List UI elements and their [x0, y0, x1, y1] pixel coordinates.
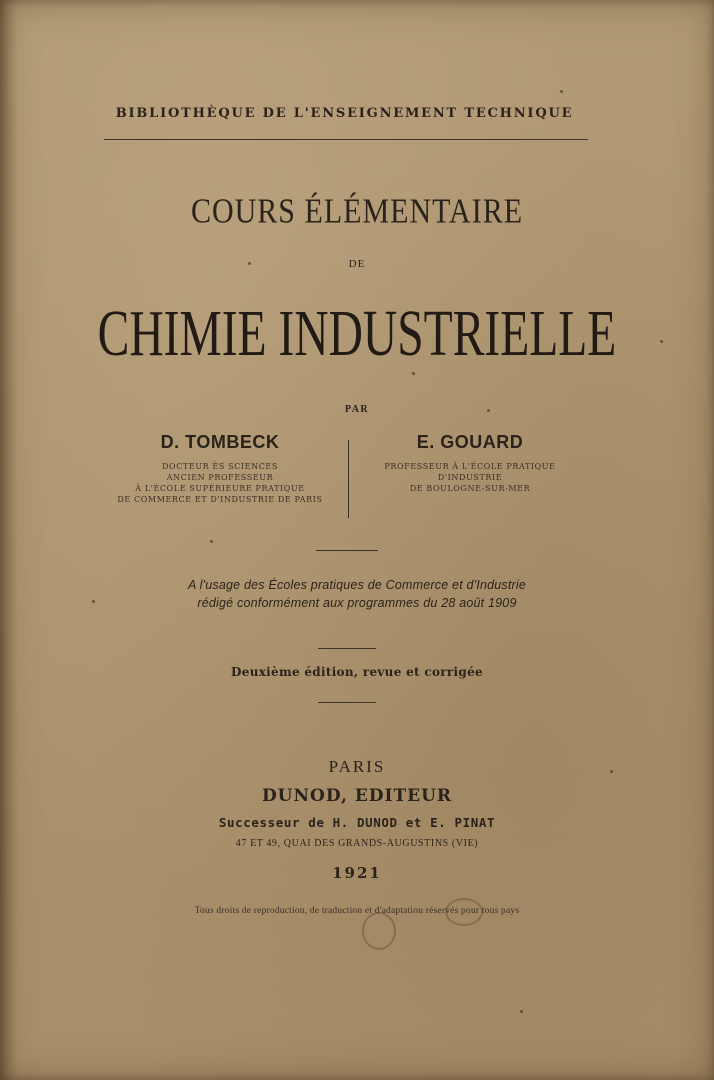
usage-line-1: A l'usage des Écoles pratiques de Commerce et d'Industrie: [187, 578, 527, 592]
author-gouard: [365, 432, 575, 494]
spine-shadow: [0, 0, 18, 1080]
publisher-name: DUNOD, EDITEUR: [261, 786, 453, 806]
author-credential: D'INDUSTRIE: [437, 473, 503, 482]
author-credential: À L'ÉCOLE SUPÉRIEURE PRATIQUE: [135, 484, 305, 493]
title-line-2: DE: [348, 258, 366, 270]
author-credential: DE COMMERCE ET D'INDUSTRIE DE PARIS: [117, 495, 323, 504]
publisher-address: 47 ET 49, QUAI DES GRANDS-AUGUSTINS (VIE): [235, 838, 479, 849]
author-credential: ANCIEN PROFESSEUR: [166, 473, 274, 482]
publication-city: PARIS: [328, 757, 386, 776]
separator-rule: [318, 648, 376, 649]
publication-year: 1921: [332, 864, 382, 882]
main-title: CHIMIE INDUSTRIELLE: [97, 296, 617, 370]
speck: [412, 372, 415, 375]
speck: [520, 1010, 523, 1013]
separator-rule: [318, 702, 376, 703]
usage-note: [0, 576, 714, 612]
separator-rule: [316, 550, 378, 551]
rights-notice: Tous droits de reproduction, de traduction et d'adaptation réservés pour tous pays: [194, 906, 520, 916]
author-credential: PROFESSEUR À L'ÉCOLE PRATIQUE: [384, 462, 556, 471]
series-rule: [104, 139, 588, 140]
series-title: BIBLIOTHÈQUE DE L'ENSEIGNEMENT TECHNIQUE: [115, 106, 574, 121]
author-credential: DE BOULOGNE-SUR-MER: [409, 484, 531, 493]
usage-line-2: rédigé conformément aux programmes du 28 août 1909: [197, 596, 517, 610]
title-line-1: COURS ÉLÉMENTAIRE: [190, 192, 524, 231]
author-credential: DOCTEUR ÈS SCIENCES: [162, 462, 278, 471]
by-label: PAR: [344, 404, 370, 415]
author-name: D. TOMBECK: [160, 432, 280, 452]
stain-mark: [362, 912, 396, 950]
speck: [210, 540, 213, 543]
author-divider: [348, 440, 349, 518]
edition-note: Deuxième édition, revue et corrigée: [231, 665, 483, 679]
publisher-successor: Successeur de H. DUNOD et E. PINAT: [218, 815, 496, 830]
author-tombeck: [98, 432, 342, 505]
speck: [560, 90, 563, 93]
author-name: E. GOUARD: [416, 432, 524, 452]
